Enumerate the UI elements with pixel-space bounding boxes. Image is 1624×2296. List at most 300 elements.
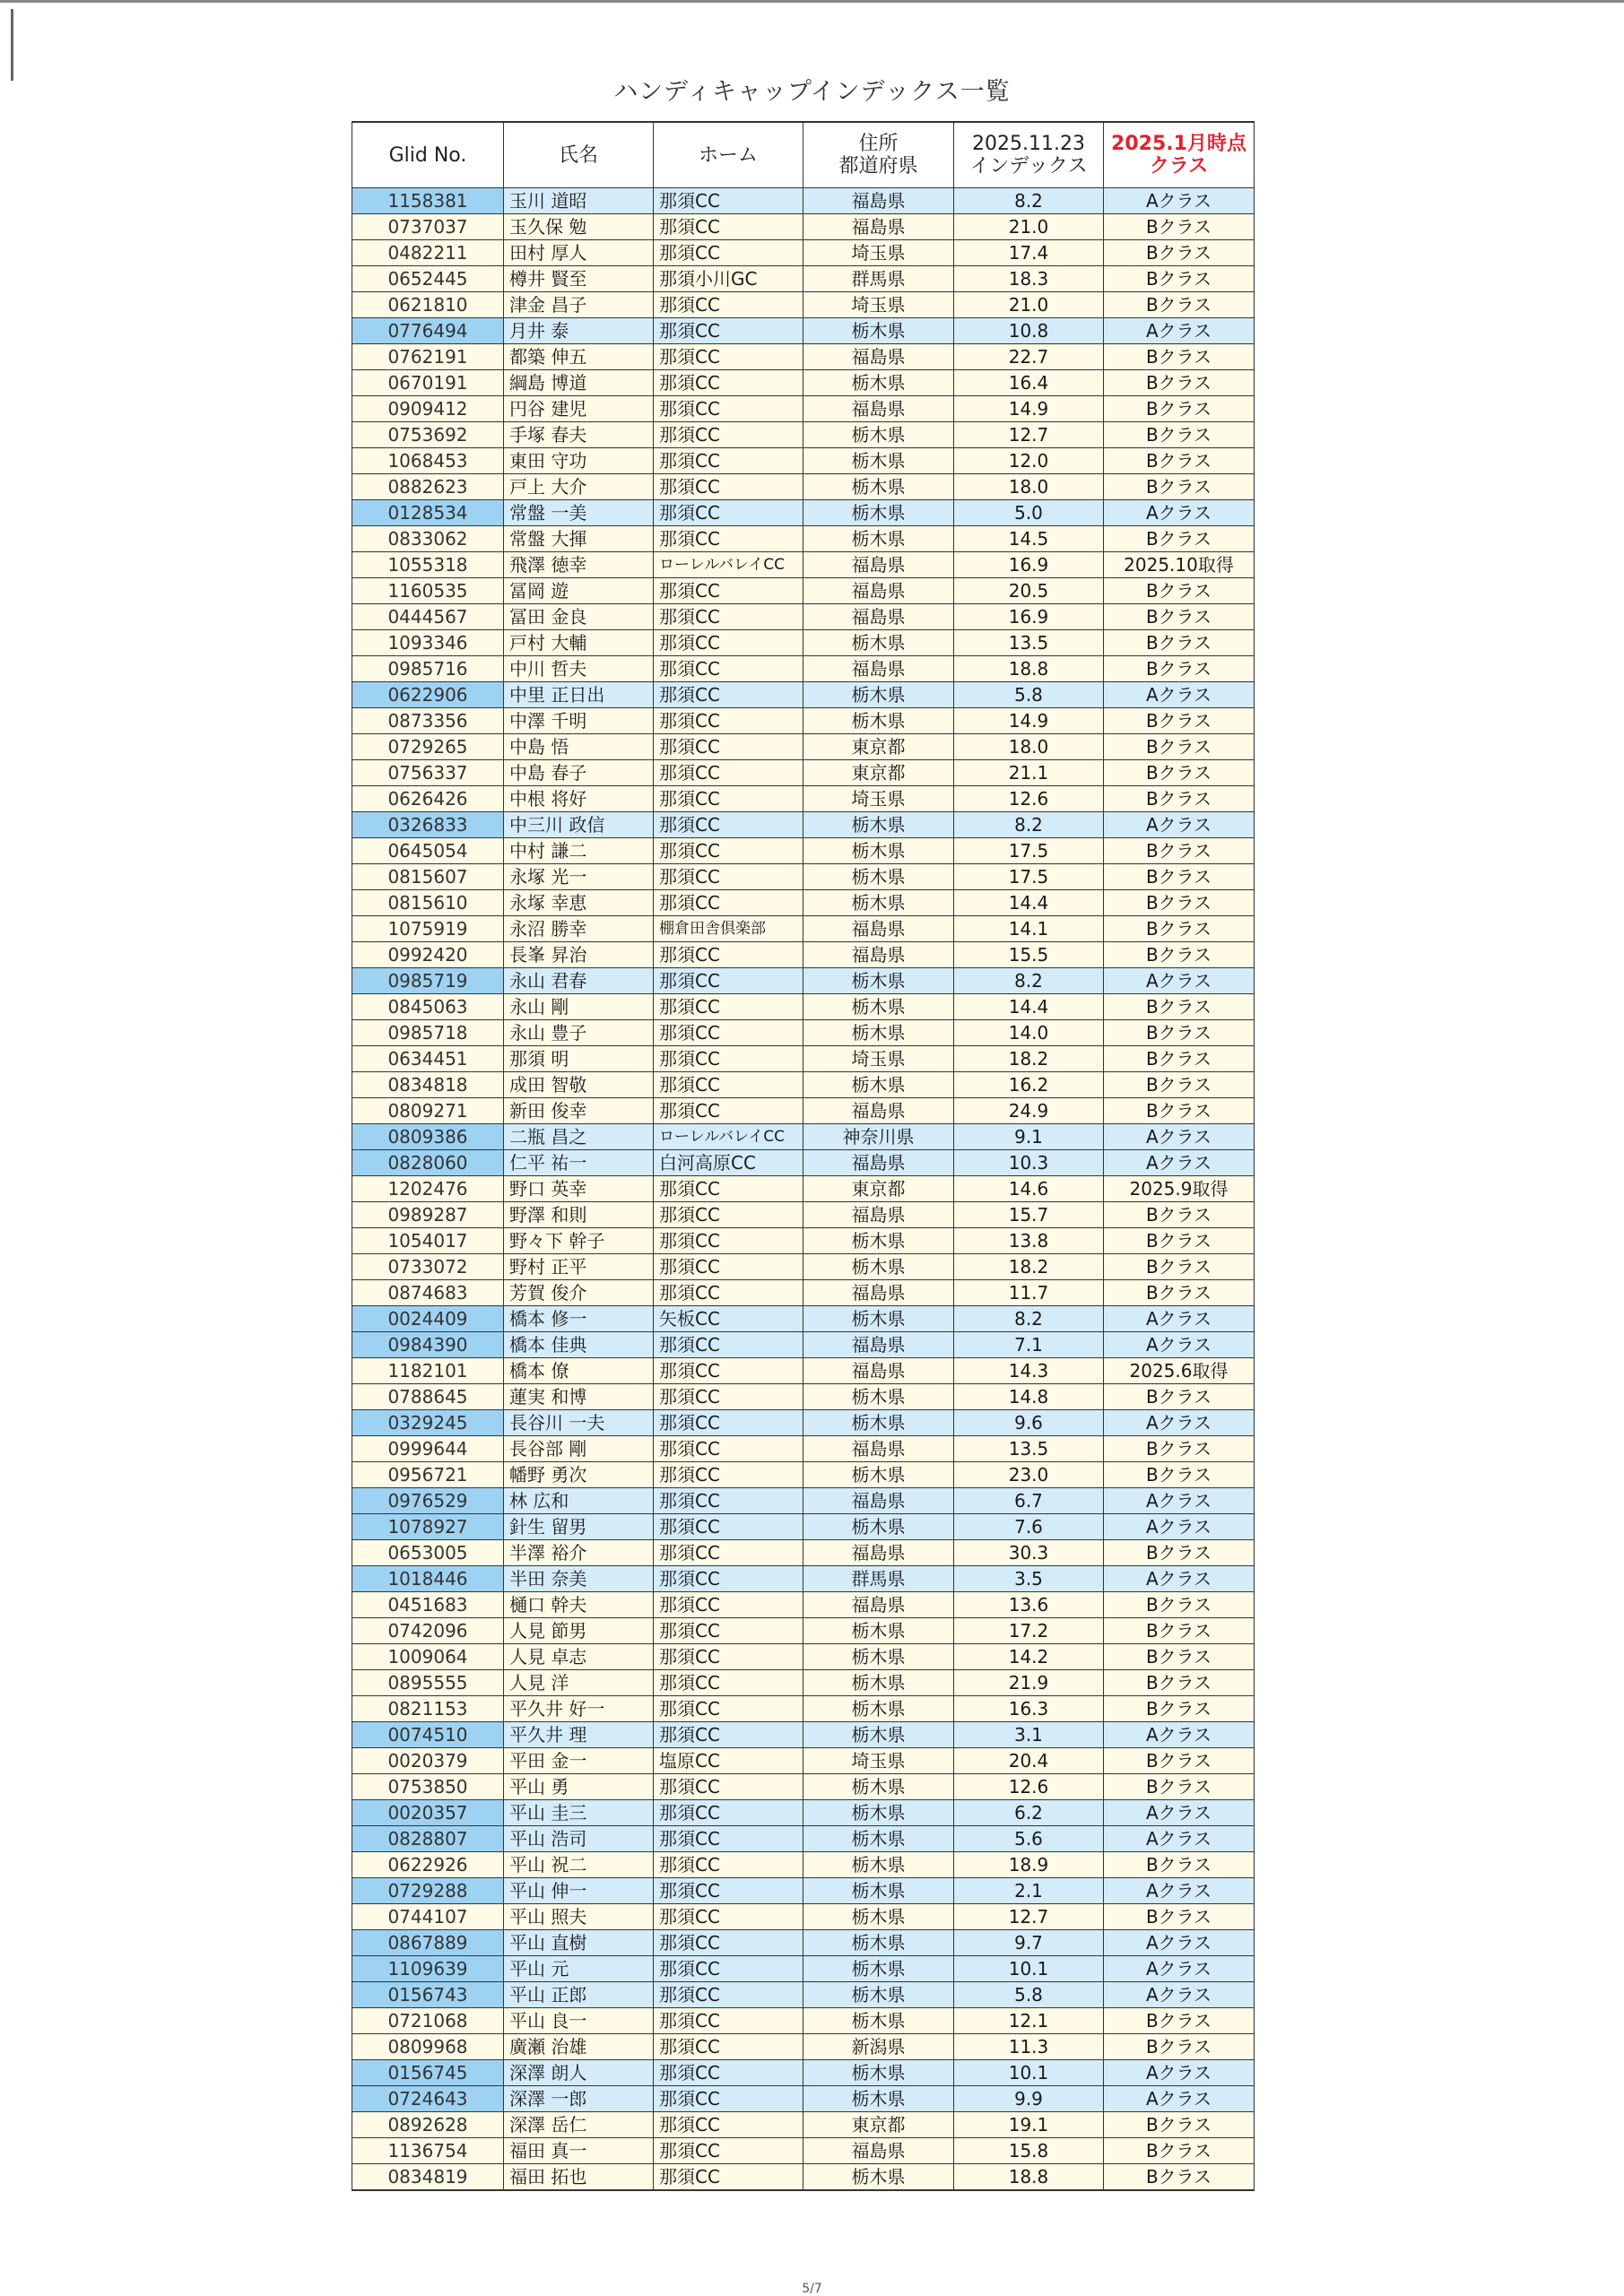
table-row	[352, 916, 1255, 942]
prefecture-cell: 新潟県	[803, 2034, 954, 2060]
name-cell: 林 広和	[504, 1488, 654, 1514]
class-cell: Bクラス	[1104, 1618, 1255, 1644]
class-cell: Bクラス	[1104, 656, 1255, 682]
prefecture-cell: 栃木県	[803, 1800, 954, 1826]
gid-cell: 0729265	[352, 734, 504, 760]
home-cell: 矢板CC	[654, 1306, 803, 1332]
class-cell: Bクラス	[1104, 1384, 1255, 1410]
prefecture-cell: 栃木県	[803, 1852, 954, 1878]
name-cell: 平山 元	[504, 1956, 654, 1982]
index-cell: 5.8	[954, 682, 1104, 708]
home-cell: 那須CC	[654, 1930, 803, 1956]
home-cell: 那須CC	[654, 1566, 803, 1592]
gid-cell: 0737037	[352, 214, 504, 240]
name-cell: 深澤 岳仁	[504, 2112, 654, 2138]
name-cell: 人見 洋	[504, 1670, 654, 1696]
table-row	[352, 1020, 1255, 1046]
class-cell: Aクラス	[1104, 1982, 1255, 2008]
class-cell: Bクラス	[1104, 760, 1255, 786]
name-cell: 蓮実 和博	[504, 1384, 654, 1410]
class-cell: Bクラス	[1104, 2034, 1255, 2060]
class-cell: Bクラス	[1104, 422, 1255, 448]
gid-cell: 0621810	[352, 292, 504, 318]
name-cell: 常盤 一美	[504, 500, 654, 526]
index-cell: 17.5	[954, 838, 1104, 864]
table-row	[352, 422, 1255, 448]
table-row	[352, 396, 1255, 422]
prefecture-cell: 群馬県	[803, 1566, 954, 1592]
header-prefecture: 住所 都道府県	[803, 122, 954, 188]
prefecture-cell: 埼玉県	[803, 292, 954, 318]
index-cell: 18.2	[954, 1046, 1104, 1072]
gid-cell: 0984390	[352, 1332, 504, 1358]
name-cell: 手塚 春夫	[504, 422, 654, 448]
table-row	[352, 1956, 1255, 1982]
name-cell: 橋本 佳典	[504, 1332, 654, 1358]
prefecture-cell: 栃木県	[803, 2060, 954, 2086]
gid-cell: 0809271	[352, 1098, 504, 1124]
name-cell: 戸村 大輔	[504, 630, 654, 656]
table-row	[352, 760, 1255, 786]
home-cell: 那須CC	[654, 1384, 803, 1410]
home-cell: 那須小川GC	[654, 266, 803, 292]
home-cell: 那須CC	[654, 1358, 803, 1384]
home-cell: 那須CC	[654, 1774, 803, 1800]
prefecture-cell: 栃木県	[803, 1670, 954, 1696]
home-cell: 那須CC	[654, 240, 803, 266]
gid-cell: 0744107	[352, 1904, 504, 1930]
home-cell: 那須CC	[654, 1618, 803, 1644]
home-cell: 那須CC	[654, 2138, 803, 2164]
gid-cell: 1054017	[352, 1228, 504, 1254]
index-cell: 14.4	[954, 994, 1104, 1020]
home-cell: ローレルバレイCC	[654, 552, 803, 578]
table-row	[352, 682, 1255, 708]
prefecture-cell: 栃木県	[803, 1722, 954, 1748]
gid-cell: 0156743	[352, 1982, 504, 2008]
index-cell: 9.9	[954, 2086, 1104, 2112]
name-cell: 中根 将好	[504, 786, 654, 812]
home-cell: 那須CC	[654, 344, 803, 370]
prefecture-cell: 福島県	[803, 1540, 954, 1566]
gid-cell: 0128534	[352, 500, 504, 526]
gid-cell: 1055318	[352, 552, 504, 578]
table-row	[352, 1150, 1255, 1176]
table-row	[352, 1826, 1255, 1852]
gid-cell: 0645054	[352, 838, 504, 864]
table-row	[352, 1124, 1255, 1150]
home-cell: 那須CC	[654, 942, 803, 968]
class-cell: Bクラス	[1104, 1436, 1255, 1462]
gid-cell: 0020379	[352, 1748, 504, 1774]
prefecture-cell: 東京都	[803, 2112, 954, 2138]
index-cell: 14.2	[954, 1644, 1104, 1670]
home-cell: 那須CC	[654, 1800, 803, 1826]
home-cell: 那須CC	[654, 1098, 803, 1124]
index-cell: 13.6	[954, 1592, 1104, 1618]
index-cell: 12.0	[954, 448, 1104, 474]
index-cell: 10.8	[954, 318, 1104, 344]
table-row	[352, 1228, 1255, 1254]
home-cell: 那須CC	[654, 2060, 803, 2086]
table-row	[352, 1982, 1255, 2008]
name-cell: 常盤 大揮	[504, 526, 654, 552]
name-cell: 平山 直樹	[504, 1930, 654, 1956]
prefecture-cell: 福島県	[803, 1098, 954, 1124]
gid-cell: 0329245	[352, 1410, 504, 1436]
index-cell: 14.1	[954, 916, 1104, 942]
prefecture-cell: 東京都	[803, 1176, 954, 1202]
table-row	[352, 812, 1255, 838]
home-cell: 那須CC	[654, 1696, 803, 1722]
prefecture-cell: 福島県	[803, 1202, 954, 1228]
home-cell: 那須CC	[654, 1176, 803, 1202]
class-cell: Bクラス	[1104, 1852, 1255, 1878]
class-cell: Bクラス	[1104, 1592, 1255, 1618]
table-row	[352, 1748, 1255, 1774]
home-cell: 那須CC	[654, 1436, 803, 1462]
name-cell: 永塚 幸恵	[504, 890, 654, 916]
gid-cell: 1018446	[352, 1566, 504, 1592]
name-cell: 野口 英幸	[504, 1176, 654, 1202]
table-row	[352, 734, 1255, 760]
name-cell: 中川 哲夫	[504, 656, 654, 682]
prefecture-cell: 栃木県	[803, 1462, 954, 1488]
table-row	[352, 1462, 1255, 1488]
class-cell: Bクラス	[1104, 448, 1255, 474]
prefecture-cell: 栃木県	[803, 838, 954, 864]
table-row	[352, 1410, 1255, 1436]
class-cell: 2025.10取得	[1104, 552, 1255, 578]
table-row	[352, 240, 1255, 266]
class-cell: Bクラス	[1104, 1228, 1255, 1254]
name-cell: 中三川 政信	[504, 812, 654, 838]
index-cell: 15.5	[954, 942, 1104, 968]
class-cell: Bクラス	[1104, 1540, 1255, 1566]
home-cell: 那須CC	[654, 1202, 803, 1228]
gid-cell: 0873356	[352, 708, 504, 734]
class-cell: Bクラス	[1104, 578, 1255, 604]
class-cell: Bクラス	[1104, 344, 1255, 370]
home-cell: 塩原CC	[654, 1748, 803, 1774]
prefecture-cell: 栃木県	[803, 1930, 954, 1956]
page-number: 5/7	[802, 2282, 822, 2296]
prefecture-cell: 栃木県	[803, 448, 954, 474]
prefecture-cell: 福島県	[803, 604, 954, 630]
index-cell: 13.8	[954, 1228, 1104, 1254]
index-cell: 21.0	[954, 214, 1104, 240]
class-cell: Aクラス	[1104, 812, 1255, 838]
header-gid: Glid No.	[352, 122, 504, 188]
prefecture-cell: 神奈川県	[803, 1124, 954, 1150]
gid-cell: 0985716	[352, 656, 504, 682]
home-cell: 那須CC	[654, 994, 803, 1020]
class-cell: Aクラス	[1104, 682, 1255, 708]
table-row	[352, 578, 1255, 604]
table-row	[352, 370, 1255, 396]
prefecture-cell: 栃木県	[803, 1696, 954, 1722]
table-row	[352, 1202, 1255, 1228]
table-row	[352, 838, 1255, 864]
table-row	[352, 2164, 1255, 2191]
name-cell: 永山 豊子	[504, 1020, 654, 1046]
name-cell: 田村 厚人	[504, 240, 654, 266]
index-cell: 13.5	[954, 1436, 1104, 1462]
prefecture-cell: 福島県	[803, 1488, 954, 1514]
home-cell: 那須CC	[654, 1982, 803, 2008]
prefecture-cell: 栃木県	[803, 630, 954, 656]
class-cell: Bクラス	[1104, 2112, 1255, 2138]
home-cell: 那須CC	[654, 422, 803, 448]
home-cell: 那須CC	[654, 214, 803, 240]
prefecture-cell: 栃木県	[803, 1228, 954, 1254]
name-cell: 成田 智敬	[504, 1072, 654, 1098]
table-row	[352, 318, 1255, 344]
class-cell: Bクラス	[1104, 1046, 1255, 1072]
index-cell: 10.3	[954, 1150, 1104, 1176]
gid-cell: 0828060	[352, 1150, 504, 1176]
home-cell: 那須CC	[654, 838, 803, 864]
prefecture-cell: 福島県	[803, 552, 954, 578]
home-cell: 那須CC	[654, 318, 803, 344]
home-cell: 那須CC	[654, 656, 803, 682]
class-cell: Bクラス	[1104, 370, 1255, 396]
gid-cell: 0882623	[352, 474, 504, 500]
home-cell: 那須CC	[654, 1540, 803, 1566]
table-body	[352, 188, 1255, 2191]
home-cell: 那須CC	[654, 1228, 803, 1254]
index-cell: 11.7	[954, 1280, 1104, 1306]
prefecture-cell: 栃木県	[803, 994, 954, 1020]
home-cell: 那須CC	[654, 1020, 803, 1046]
prefecture-cell: 栃木県	[803, 682, 954, 708]
header-index: 2025.11.23 インデックス	[954, 122, 1104, 188]
class-cell: Bクラス	[1104, 708, 1255, 734]
prefecture-cell: 群馬県	[803, 266, 954, 292]
home-cell: 那須CC	[654, 292, 803, 318]
gid-cell: 0815607	[352, 864, 504, 890]
class-cell: Aクラス	[1104, 968, 1255, 994]
index-cell: 14.9	[954, 396, 1104, 422]
table-row	[352, 474, 1255, 500]
gid-cell: 0874683	[352, 1280, 504, 1306]
class-cell: Bクラス	[1104, 1202, 1255, 1228]
table-row	[352, 1540, 1255, 1566]
prefecture-cell: 栃木県	[803, 1904, 954, 1930]
class-cell: Aクラス	[1104, 1722, 1255, 1748]
home-cell: 那須CC	[654, 396, 803, 422]
class-cell: Aクラス	[1104, 1826, 1255, 1852]
name-cell: 円谷 建児	[504, 396, 654, 422]
name-cell: 永塚 光一	[504, 864, 654, 890]
gid-cell: 0809968	[352, 2034, 504, 2060]
name-cell: 福田 真一	[504, 2138, 654, 2164]
home-cell: 那須CC	[654, 578, 803, 604]
class-cell: Bクラス	[1104, 214, 1255, 240]
index-cell: 12.7	[954, 422, 1104, 448]
gid-cell: 0024409	[352, 1306, 504, 1332]
index-cell: 18.0	[954, 734, 1104, 760]
home-cell: 那須CC	[654, 1904, 803, 1930]
index-cell: 17.2	[954, 1618, 1104, 1644]
class-cell: Bクラス	[1104, 1020, 1255, 1046]
index-cell: 3.1	[954, 1722, 1104, 1748]
class-cell: Aクラス	[1104, 1878, 1255, 1904]
prefecture-cell: 栃木県	[803, 1020, 954, 1046]
index-cell: 2.1	[954, 1878, 1104, 1904]
name-cell: 中澤 千明	[504, 708, 654, 734]
home-cell: 那須CC	[654, 786, 803, 812]
name-cell: 半田 奈美	[504, 1566, 654, 1592]
table-row	[352, 2060, 1255, 2086]
class-cell: Aクラス	[1104, 1800, 1255, 1826]
gid-cell: 0753692	[352, 422, 504, 448]
table-row	[352, 786, 1255, 812]
table-row	[352, 552, 1255, 578]
index-cell: 14.5	[954, 526, 1104, 552]
table-row	[352, 1670, 1255, 1696]
gid-cell: 0626426	[352, 786, 504, 812]
index-cell: 12.7	[954, 1904, 1104, 1930]
name-cell: 中島 春子	[504, 760, 654, 786]
index-cell: 14.6	[954, 1176, 1104, 1202]
name-cell: 福田 拓也	[504, 2164, 654, 2191]
table-row	[352, 214, 1255, 240]
prefecture-cell: 栃木県	[803, 1826, 954, 1852]
home-cell: 那須CC	[654, 1488, 803, 1514]
index-cell: 14.3	[954, 1358, 1104, 1384]
index-cell: 13.5	[954, 630, 1104, 656]
table-row	[352, 2138, 1255, 2164]
index-cell: 18.3	[954, 266, 1104, 292]
gid-cell: 0762191	[352, 344, 504, 370]
prefecture-cell: 栃木県	[803, 1618, 954, 1644]
table-row	[352, 994, 1255, 1020]
gid-cell: 0326833	[352, 812, 504, 838]
class-cell: Bクラス	[1104, 292, 1255, 318]
prefecture-cell: 栃木県	[803, 1410, 954, 1436]
class-cell: Bクラス	[1104, 526, 1255, 552]
class-cell: Bクラス	[1104, 630, 1255, 656]
table-row	[352, 1358, 1255, 1384]
gid-cell: 0776494	[352, 318, 504, 344]
class-cell: Bクラス	[1104, 994, 1255, 1020]
index-cell: 18.9	[954, 1852, 1104, 1878]
table-row	[352, 890, 1255, 916]
index-cell: 5.8	[954, 1982, 1104, 2008]
prefecture-cell: 栃木県	[803, 318, 954, 344]
prefecture-cell: 栃木県	[803, 474, 954, 500]
gid-cell: 1093346	[352, 630, 504, 656]
table-row	[352, 188, 1255, 214]
home-cell: 那須CC	[654, 2164, 803, 2191]
class-cell: Aクラス	[1104, 1514, 1255, 1540]
prefecture-cell: 福島県	[803, 916, 954, 942]
index-cell: 6.2	[954, 1800, 1104, 1826]
class-cell: Bクラス	[1104, 786, 1255, 812]
name-cell: 綱島 博道	[504, 370, 654, 396]
gid-cell: 0834819	[352, 2164, 504, 2191]
handicap-table	[352, 121, 1255, 2191]
home-cell: 那須CC	[654, 760, 803, 786]
prefecture-cell: 東京都	[803, 734, 954, 760]
name-cell: 針生 留男	[504, 1514, 654, 1540]
table-row	[352, 968, 1255, 994]
prefecture-cell: 栃木県	[803, 864, 954, 890]
name-cell: 仁平 祐一	[504, 1150, 654, 1176]
name-cell: 新田 俊幸	[504, 1098, 654, 1124]
prefecture-cell: 埼玉県	[803, 1748, 954, 1774]
index-cell: 21.9	[954, 1670, 1104, 1696]
class-cell: Aクラス	[1104, 1410, 1255, 1436]
index-cell: 16.2	[954, 1072, 1104, 1098]
home-cell: 那須CC	[654, 1592, 803, 1618]
prefecture-cell: 栃木県	[803, 526, 954, 552]
class-cell: Bクラス	[1104, 240, 1255, 266]
index-cell: 8.2	[954, 1306, 1104, 1332]
class-cell: Bクラス	[1104, 1904, 1255, 1930]
gid-cell: 1068453	[352, 448, 504, 474]
name-cell: 中里 正日出	[504, 682, 654, 708]
name-cell: 平山 良一	[504, 2008, 654, 2034]
home-cell: 那須CC	[654, 604, 803, 630]
name-cell: 平山 勇	[504, 1774, 654, 1800]
index-cell: 3.5	[954, 1566, 1104, 1592]
name-cell: 廣瀬 治雄	[504, 2034, 654, 2060]
index-cell: 14.9	[954, 708, 1104, 734]
table-row	[352, 266, 1255, 292]
index-cell: 10.1	[954, 2060, 1104, 2086]
gid-cell: 1075919	[352, 916, 504, 942]
class-cell: Aクラス	[1104, 500, 1255, 526]
class-cell: Bクラス	[1104, 1748, 1255, 1774]
table-row	[352, 1618, 1255, 1644]
scan-left-mark	[11, 9, 13, 81]
gid-cell: 0482211	[352, 240, 504, 266]
name-cell: 那須 明	[504, 1046, 654, 1072]
class-cell: Bクラス	[1104, 474, 1255, 500]
table-row	[352, 1800, 1255, 1826]
name-cell: 平久井 理	[504, 1722, 654, 1748]
index-cell: 16.9	[954, 552, 1104, 578]
prefecture-cell: 埼玉県	[803, 1046, 954, 1072]
index-cell: 30.3	[954, 1540, 1104, 1566]
prefecture-cell: 栃木県	[803, 2164, 954, 2191]
name-cell: 平山 照夫	[504, 1904, 654, 1930]
index-cell: 14.4	[954, 890, 1104, 916]
gid-cell: 0756337	[352, 760, 504, 786]
name-cell: 深澤 朗人	[504, 2060, 654, 2086]
prefecture-cell: 福島県	[803, 1592, 954, 1618]
name-cell: 幡野 勇次	[504, 1462, 654, 1488]
index-cell: 20.4	[954, 1748, 1104, 1774]
gid-cell: 0845063	[352, 994, 504, 1020]
gid-cell: 0753850	[352, 1774, 504, 1800]
home-cell: 那須CC	[654, 968, 803, 994]
index-cell: 15.7	[954, 1202, 1104, 1228]
class-cell: Bクラス	[1104, 2164, 1255, 2191]
table-row	[352, 292, 1255, 318]
class-cell: Bクラス	[1104, 1462, 1255, 1488]
header-home: ホーム	[654, 122, 803, 188]
gid-cell: 0622906	[352, 682, 504, 708]
gid-cell: 1109639	[352, 1956, 504, 1982]
home-cell: 那須CC	[654, 2112, 803, 2138]
name-cell: 東田 守功	[504, 448, 654, 474]
home-cell: 那須CC	[654, 2008, 803, 2034]
table-row	[352, 2086, 1255, 2112]
index-cell: 17.4	[954, 240, 1104, 266]
